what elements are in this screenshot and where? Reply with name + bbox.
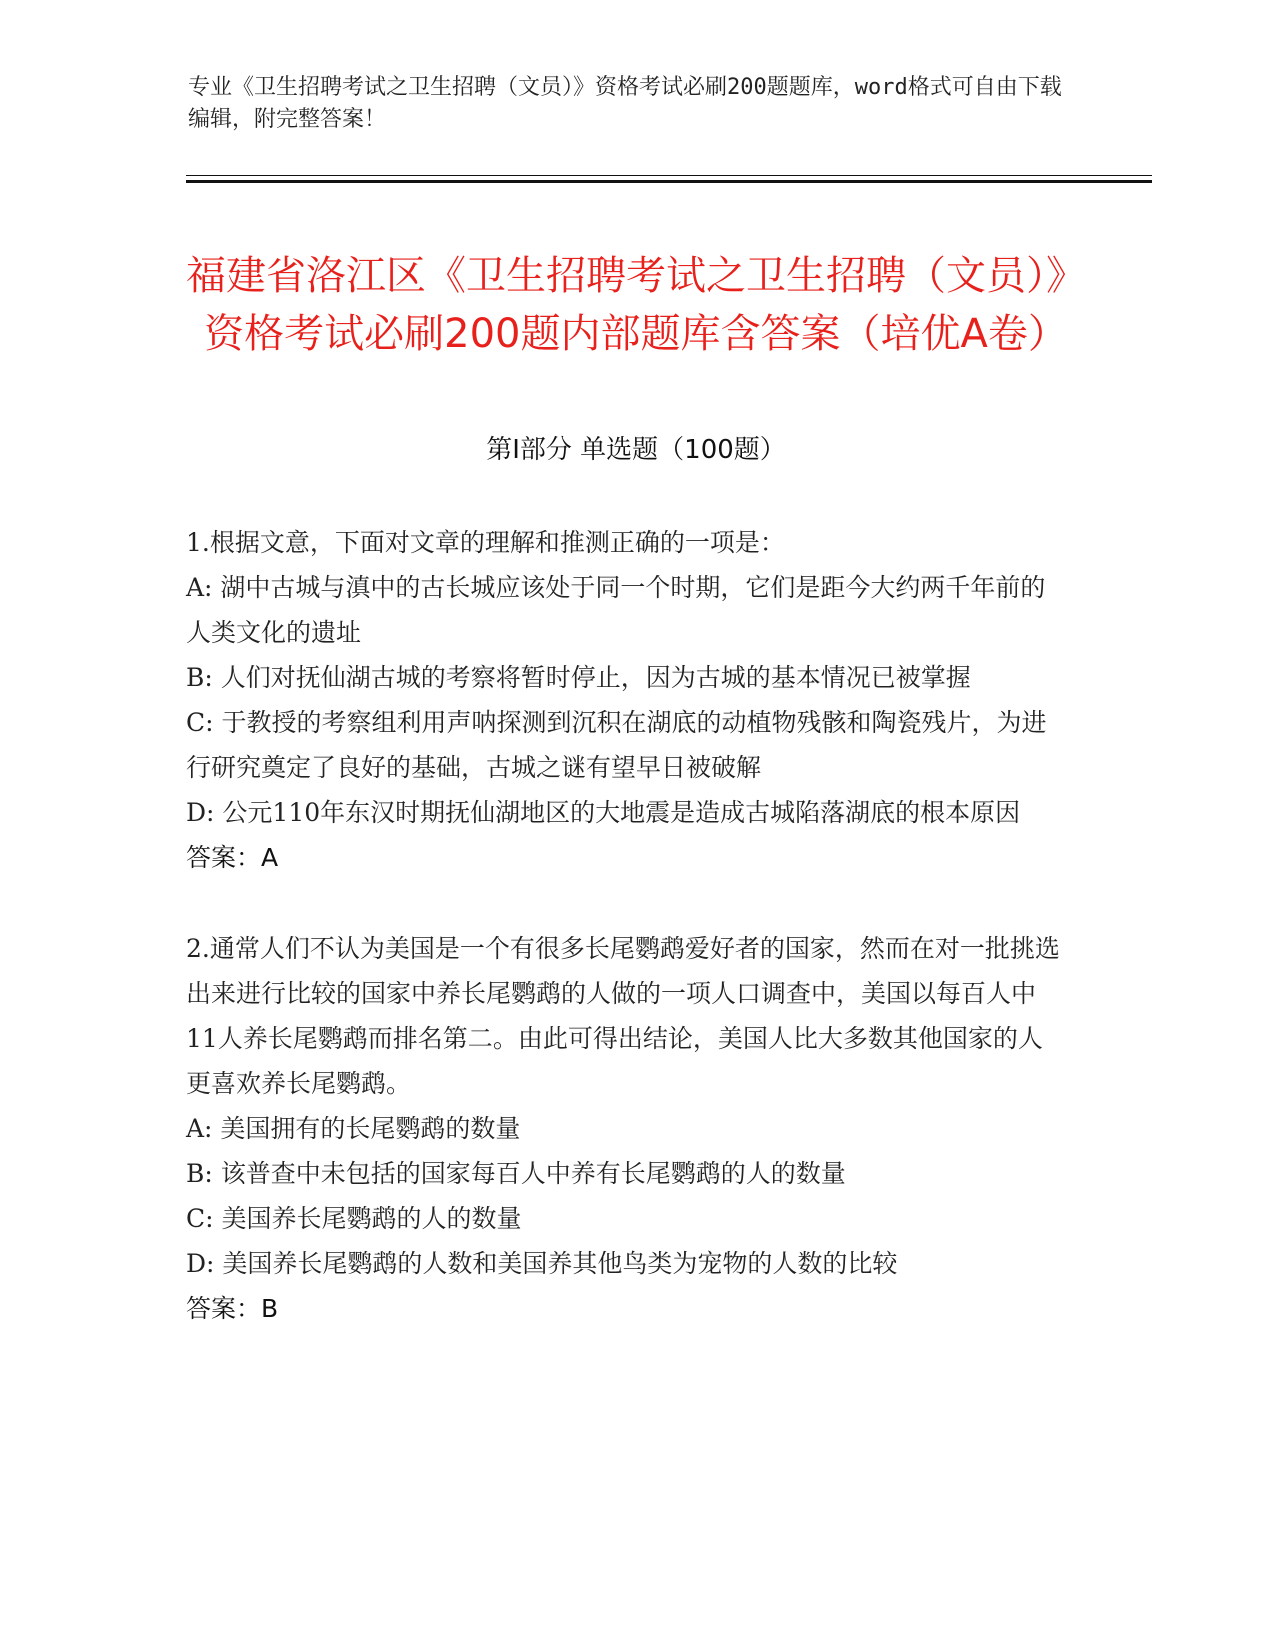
header-divider-thin <box>186 175 1152 176</box>
option-b: B: 该普查中未包括的国家每百人中养有长尾鹦鹉的人的数量 <box>186 1159 846 1188</box>
option-a: A: 湖中古城与滇中的古长城应该处于同一个时期，它们是距今大约两千年前的人类文化的遗址 <box>186 573 1046 647</box>
question-item <box>186 520 1066 880</box>
option-a: A: 美国拥有的长尾鹦鹉的数量 <box>186 1114 521 1143</box>
option-d: D: 公元110年东汉时期抚仙湖地区的大地震是造成古城陷落湖底的根本原因 <box>186 798 1021 827</box>
option-c: C: 于教授的考察组利用声呐探测到沉积在湖底的动植物残骸和陶瓷残片，为进行研究奠定了良好的基础，古城之谜有望早日被破解 <box>186 708 1047 782</box>
question-list <box>186 520 1066 1377</box>
document-title: 福建省洛江区《卫生招聘考试之卫生招聘（文员）》资格考试必刷200题内部题库含答案（培优A卷） <box>186 252 1086 357</box>
answer-text: 答案：A <box>186 843 279 872</box>
question-item <box>186 926 1066 1331</box>
option-c: C: 美国养长尾鹦鹉的人的数量 <box>186 1204 522 1233</box>
question-text: 1.根据文意，下面对文章的理解和推测正确的一项是： <box>186 528 785 557</box>
header-divider-thick <box>186 180 1152 183</box>
option-d: D: 美国养长尾鹦鹉的人数和美国养其他鸟类为宠物的人数的比较 <box>186 1249 898 1278</box>
answer-text: 答案：B <box>186 1294 279 1323</box>
header-note: 专业《卫生招聘考试之卫生招聘（文员）》资格考试必刷200题题库，word格式可自由下载编辑，附完整答案！ <box>188 75 1062 132</box>
question-text: 2.通常人们不认为美国是一个有很多长尾鹦鹉爱好者的国家，然而在对一批挑选出来进行比较的国家中养长尾鹦鹉的人做的一项人口调查中，美国以每百人中11人养长尾鹦鹉而排名第二。由此可得出结论，美国人比大多数其他国家的人更喜欢养长尾鹦鹉。 <box>186 934 1060 1098</box>
option-b: B: 人们对抚仙湖古城的考察将暂时停止，因为古城的基本情况已被掌握 <box>186 663 971 692</box>
section-heading: 第I部分 单选题（100题） <box>486 435 786 465</box>
